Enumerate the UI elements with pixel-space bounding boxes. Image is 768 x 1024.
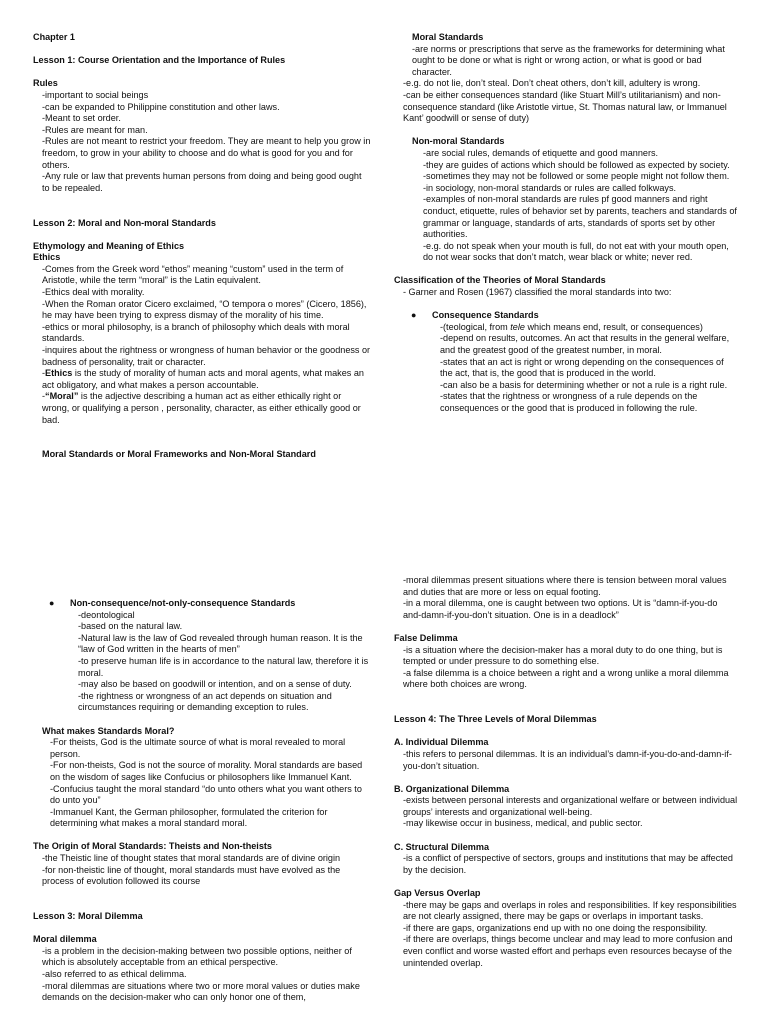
structural-dilemma-heading: C. Structural Dilemma <box>394 841 490 852</box>
gap-overlap-list <box>394 900 738 970</box>
false-dilemma-heading: False Delimma <box>394 632 458 643</box>
organizational-dilemma-item: -may likewise occur in business, medical, and public sector. <box>403 818 643 829</box>
lesson4-title: Lesson 4: The Three Levels of Moral Dilemmas <box>394 714 597 725</box>
non-consequence-item: -Natural law is the law of God revealed through human reason. It is the “law of God written in the hearts of men” <box>78 632 363 655</box>
rule-item: -Rules are meant for man. <box>42 124 148 135</box>
structural-dilemma-item: -is a conflict of perspective of sectors, groups and institutions that may be affected by the decision. <box>403 853 733 875</box>
what-makes-item: -Immanuel Kant, the German philosopher, formulated the criterion for determining what makes a moral standard moral. <box>50 806 328 829</box>
ethics-heading: Ethics <box>33 252 61 263</box>
ethics-definition-text: is the study of morality of human acts and moral agents, what makes an act obligatory, and what makes a person accountable. <box>42 368 364 390</box>
non-consequence-item: -may also be based on goodwill or intention, and on a sense of duty. <box>78 679 352 690</box>
what-makes-list <box>33 737 373 830</box>
moral-dilemma-item: -is a problem in the decision-making between two possible options, neither of which is absolutely acceptable from an ethical perspective. <box>42 945 352 968</box>
lesson2-title: Lesson 2: Moral and Non-moral Standards <box>33 217 216 228</box>
moral-standards-heading: Moral Standards <box>412 32 484 42</box>
moral-dilemma-item: -also referred to as ethical delimma. <box>42 969 187 979</box>
bullet-icon: ● <box>411 310 417 321</box>
consequence-item: -depend on results, outcomes. An act that results in the general welfare, and the greatest good of the greatest number, in moral. <box>440 333 730 356</box>
ethymology-heading: Ethymology and Meaning of Ethics <box>33 240 185 251</box>
organizational-dilemma-heading: B. Organizational Dilemma <box>394 783 510 794</box>
gap-overlap-item: -if there are overlaps, things become unclear and may lead to more confusion and even conflict and worse wasted effort and perhaps even resources becayse of the unintended overlap. <box>403 934 733 968</box>
nonmoral-standards-item: -examples of non-moral standards are rules pf good manners and right conduct, etiquette, rules of behavior set by parents, teachers and standards of grammar or language, standards of arts, standards of sports set by other authorities. <box>423 194 737 240</box>
consequence-section <box>403 310 738 414</box>
nonmoral-standards-item: -sometimes they may not be followed or some people might not follow them. <box>423 171 730 182</box>
moral-definition-text: is the adjective describing a human act as either ethically right or wrong, or qualifying a person , personality, character, as either ethically good or bad. <box>42 391 361 425</box>
chapter-title: Chapter 1 <box>33 32 75 42</box>
lesson1-title: Lesson 1: Course Orientation and the Importance of Rules <box>33 55 286 66</box>
page1-left-column <box>33 32 371 461</box>
classification-intro: - Garner and Rosen (1967) classified the moral standards into two: <box>403 287 672 298</box>
rules-list <box>33 90 371 194</box>
page2-left-column <box>33 598 373 1004</box>
false-dilemma-list <box>394 645 738 691</box>
gap-overlap-item: -there may be gaps and overlaps in roles and responsibilities. If key responsibilities are not clearly assigned, there may be gaps or overlaps in important tasks. <box>403 899 737 922</box>
nonmoral-standards-heading: Non-moral Standards <box>412 136 505 147</box>
moral-definition: -“Moral” is the adjective describing a human act as either ethically right or wrong, or qualifying a person , personality, character, as either ethically good or bad. <box>42 391 361 425</box>
moral-dilemma-item: -moral dilemmas are situations where two or more moral values or duties make demands on the decision-maker who can only honor one of them, <box>42 980 360 1003</box>
nonmoral-standards-item: -are social rules, demands of etiquette and good manners. <box>423 147 659 158</box>
non-consequence-item: -the rightness or wrongness of an act depends on situation and circumstances requiring or demanding exception to rules. <box>78 690 332 713</box>
non-consequence-item: -deontological <box>78 609 135 620</box>
nonmoral-standards-item: -e.g. do not speak when your mouth is full, do not eat with your mouth open, do not wear socks that don’t match, wear black or white; never red. <box>423 240 729 263</box>
moral-dilemma-continued <box>394 575 738 621</box>
moral-dilemma-item: -moral dilemmas present situations where there is tension between moral values and duties that are more or less on equal footing. <box>403 575 727 597</box>
non-consequence-item: -based on the natural law. <box>78 621 183 632</box>
non-consequence-item: -to preserve human life is in accordance to the natural law, therefore it is moral. <box>78 655 369 678</box>
moral-dilemma-list <box>33 946 373 1004</box>
non-consequence-heading: ● Non-consequence/not-only-consequence Standards <box>49 598 296 608</box>
consequence-heading: ● Consequence Standards <box>411 310 539 321</box>
moral-standards-item: -can be either consequences standard (like Stuart Mill’s utilitarianism) and non-consequence standard (like Aristotle virtue, St. Thomas natural law, or Immanuel Kant’ goodwill or sense of duty) <box>403 89 727 124</box>
individual-dilemma-item: -this refers to personal dilemmas. It is an individual’s damn-if-you-do-and-damn-if-you-don’t situation. <box>403 748 732 771</box>
rule-item: -can be expanded to Philippine constitution and other laws. <box>42 101 280 112</box>
false-dilemma-item: -a false dilemma is a choice between a right and a wrong unlike a moral dilemma where both choices are wrong. <box>403 667 729 690</box>
rule-item: -Meant to set order. <box>42 113 121 124</box>
origin-item: -the Theistic line of thought states that moral standards are of divine origin <box>42 853 341 864</box>
gap-overlap-heading: Gap Versus Overlap <box>394 888 481 899</box>
rule-item: -important to social beings <box>42 89 149 100</box>
lesson3-title: Lesson 3: Moral Dilemma <box>33 911 143 922</box>
consequence-item: -can also be a basis for determining whether or not a rule is a right rule. <box>440 379 728 390</box>
moral-term: “Moral” <box>45 391 79 402</box>
individual-dilemma-list <box>394 749 738 772</box>
non-consequence-list <box>70 610 373 714</box>
moral-dilemma-heading: Moral dilemma <box>33 934 97 945</box>
consequence-list <box>432 322 738 415</box>
consequence-item: -states that the rightness or wrongness of a rule depends on the consequences or the good that is produced in following the rule. <box>440 391 698 413</box>
individual-dilemma-heading: A. Individual Dilemma <box>394 737 489 748</box>
page2-right-column <box>394 575 738 969</box>
moral-standards-item: -are norms or prescriptions that serve as the frameworks for determining what ought to be done or what is right or wrong action, or what is good or bad character. <box>412 43 725 77</box>
ethics-item: -Comes from the Greek word “ethos” meaning “custom” used in the term of Aristotle, while the term “moral” is the Latin equivalent. <box>42 263 344 286</box>
consequence-item: -(teological, from tele which means end, result, or consequences) <box>440 321 703 332</box>
structural-dilemma-list <box>394 853 738 876</box>
rules-heading: Rules <box>33 78 58 89</box>
page1-right-column <box>394 32 738 415</box>
ethics-term: Ethics <box>45 368 73 379</box>
nonmoral-standards-item: -in sociology, non-moral standards or rules are called folkways. <box>423 182 677 193</box>
ethics-item: -Ethics deal with morality. <box>42 287 145 298</box>
bullet-icon: ● <box>49 598 55 608</box>
origin-heading: The Origin of Moral Standards: Theists and Non-theists <box>33 841 272 852</box>
what-makes-heading: What makes Standards Moral? <box>42 725 175 736</box>
rule-item: -Any rule or law that prevents human persons from doing and being good ought to be repealed. <box>42 171 362 193</box>
rule-item: -Rules are not meant to restrict your freedom. They are meant to help you grow in freedom, to grow in your ability to choose and do what is good for you and for others. <box>42 136 371 170</box>
consequence-item: -states that an act is right or wrong depending on the consequences of the act, that is, the good that is produced in the world. <box>440 356 724 379</box>
what-makes-item: -For theists, God is the ultimate source of what is moral revealed to moral person. <box>50 737 346 759</box>
origin-list <box>33 853 373 888</box>
non-consequence-section <box>33 598 373 714</box>
moral-standards-list <box>403 44 738 125</box>
nonmoral-standards-item: -they are guides of actions which should be followed as expected by society. <box>423 159 730 170</box>
ethics-item: -inquires about the rightness or wrongness of human behavior or the goodness or badness of personality, trait or character. <box>42 345 371 367</box>
nonmoral-standards-list <box>403 148 738 264</box>
organizational-dilemma-list <box>394 795 738 830</box>
what-makes-item: -For non-theists, God is not the source of morality. Moral standards are based on the wisdom of sages like Confucius or philosophers like Immanuel Kant. <box>50 760 363 782</box>
what-makes-item: -Confucius taught the moral standard “do unto others what you want others to do unto you” <box>50 783 362 806</box>
origin-item: -for non-theistic line of thought, moral standards must have evolved as the process of evolution followed its course <box>42 864 341 887</box>
gap-overlap-item: -if there are gaps, organizations end up with no one doing the responsibility. <box>403 922 708 933</box>
false-dilemma-item: -is a situation where the decision-maker has a moral duty to do one thing, but is tempted or under pressure to do something else. <box>403 644 723 667</box>
ethics-definition: -Ethics is the study of morality of human acts and moral agents, what makes an act obligatory, and what makes a person accountable. <box>42 368 364 390</box>
ethics-list <box>33 264 371 426</box>
moral-dilemma-item: -in a moral dilemma, one is caught between two options. Ut is “damn-if-you-do and-damn-if-you-don’t situation. One is in a deadlock” <box>403 598 718 620</box>
ethics-item: -When the Roman orator Cicero exclaimed, “O tempora o mores” (Cicero, 1856), he may have been trying to express dismay of the morality of his time. <box>42 298 367 321</box>
organizational-dilemma-item: -exists between personal interests and organizational welfare or between individual groups’ interests and organizational well-being. <box>403 795 738 817</box>
frameworks-heading: Moral Standards or Moral Frameworks and Non-Moral Standard <box>42 449 316 460</box>
ethics-item: -ethics or moral philosophy, is a branch of philosophy which deals with moral standards. <box>42 321 350 344</box>
classification-heading: Classification of the Theories of Moral Standards <box>394 275 606 286</box>
moral-standards-item: -e.g. do not lie, don’t steal. Don’t cheat others, don’t kill, adultery is wrong. <box>403 78 701 89</box>
